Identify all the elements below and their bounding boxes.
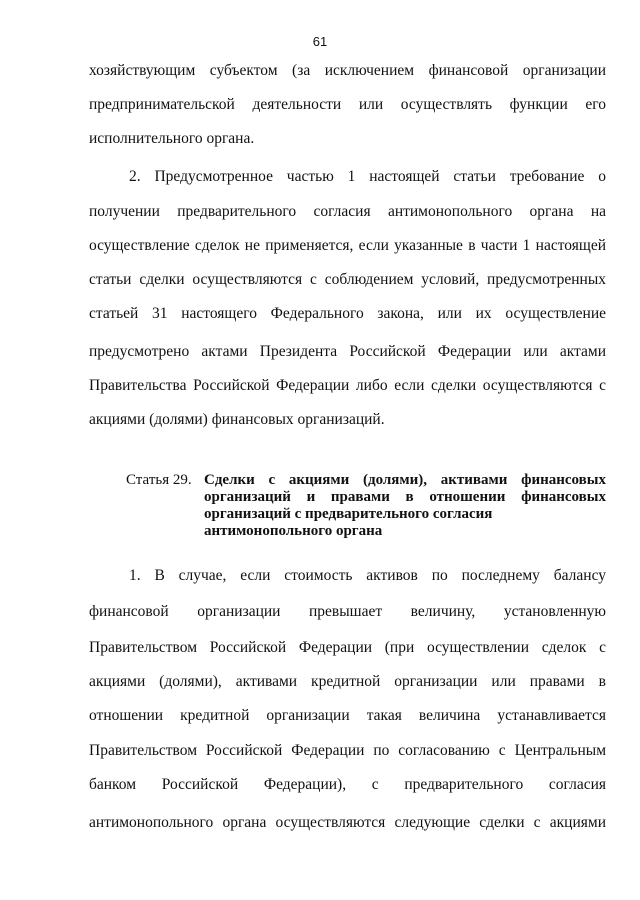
paragraph-2-line-3: осуществление сделок не применяется, если указанные в части 1 настоящей — [89, 237, 606, 254]
paragraph-2-line-5: статьей 31 настоящего Федерального закона, или их осуществление — [89, 305, 606, 322]
paragraph-3-line-3: Правительством Российской Федерации (при осуществлении сделок с — [89, 639, 606, 656]
paragraph-2-line-1: 2. Предусмотренное частью 1 настоящей статьи требование о — [129, 168, 606, 185]
paragraph-3-line-1: 1. В случае, если стоимость активов по последнему балансу — [129, 567, 606, 584]
article-title-line-3: организаций с предварительного согласия — [204, 506, 493, 522]
paragraph-3-line-2: финансовой организации превышает величину, установленную — [89, 603, 606, 620]
article-title-line-2: организаций и правами в отношении финансовых — [204, 489, 606, 505]
paragraph-3-line-5: отношении кредитной организации такая величина устанавливается — [89, 707, 606, 724]
paragraph-2-line-6: предусмотрено актами Президента Российской Федерации или актами — [89, 343, 606, 360]
paragraph-2-line-7: Правительства Российской Федерации либо если сделки осуществляются с — [89, 377, 606, 394]
paragraph-1-line-1: хозяйствующим субъектом (за исключением финансовой организации — [89, 62, 606, 79]
paragraph-3-line-6: Правительством Российской Федерации по согласованию с Центральным — [89, 742, 606, 759]
paragraph-1-line-2: предпринимательской деятельности или осуществлять функции его — [89, 96, 606, 113]
paragraph-2-line-4: статьи сделки осуществляются с соблюдением условий, предусмотренных — [89, 271, 606, 288]
paragraph-1-line-3: исполнительного органа. — [89, 130, 255, 147]
article-number: Статья 29. — [126, 472, 192, 488]
article-title-line-1: Сделки с акциями (долями), активами финансовых — [204, 472, 606, 488]
paragraph-2-line-8: акциями (долями) финансовых организаций. — [89, 411, 385, 428]
paragraph-3-line-7: банком Российской Федерации), с предварительного согласия — [89, 776, 606, 793]
paragraph-2-line-2: получении предварительного согласия антимонопольного органа на — [89, 203, 606, 220]
article-title-line-4: антимонопольного органа — [204, 523, 383, 539]
paragraph-3-line-4: акциями (долями), активами кредитной организации или правами в — [89, 673, 606, 690]
paragraph-3-line-8: антимонопольного органа осуществляются следующие сделки с акциями — [89, 814, 606, 831]
page-number: 61 — [312, 34, 328, 49]
